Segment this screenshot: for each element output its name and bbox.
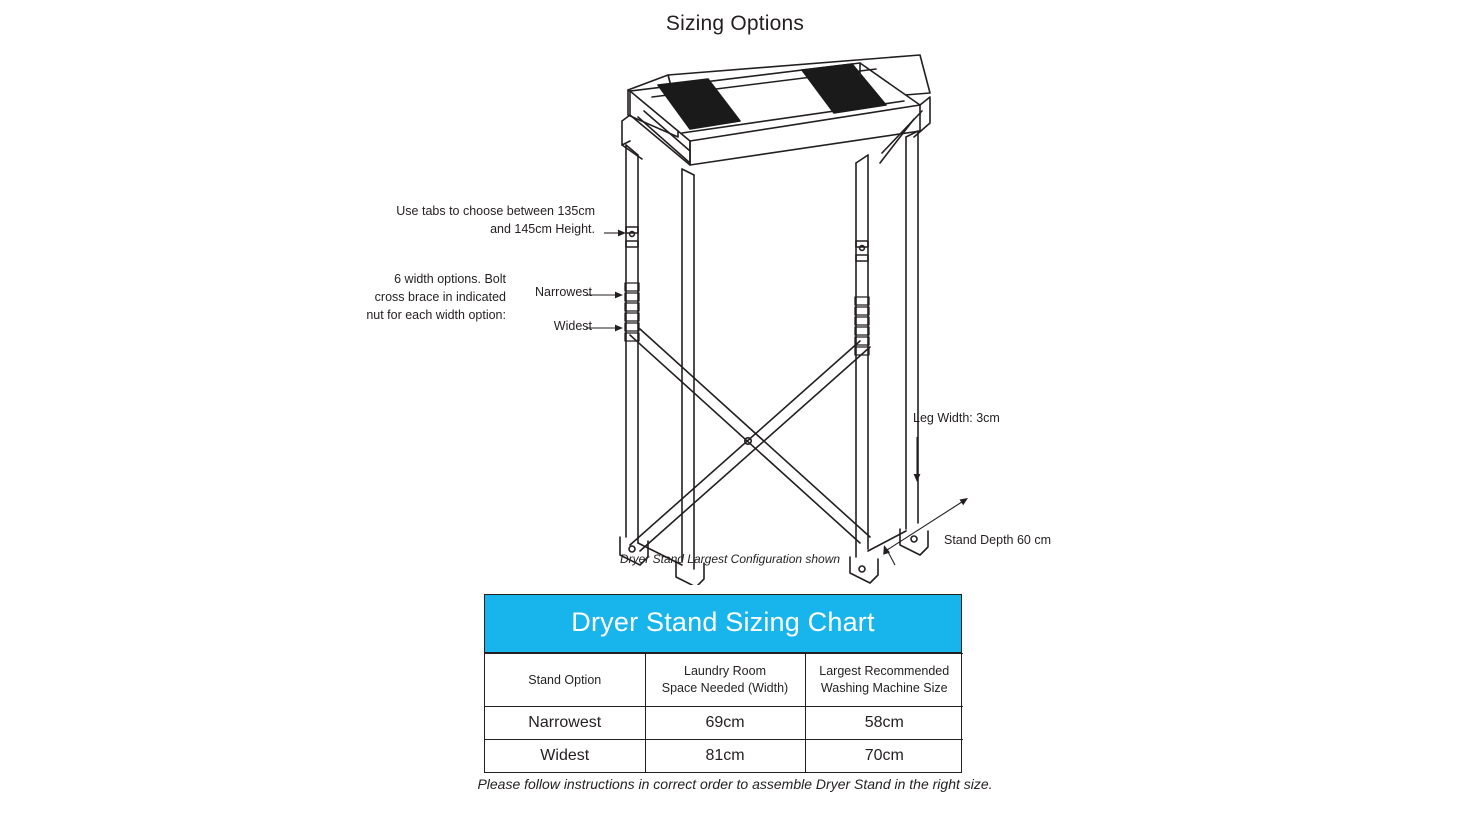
sizing-chart bbox=[484, 594, 962, 773]
header-line-2: Space Needed (Width) bbox=[661, 681, 789, 695]
footnote-text: Please follow instructions in correct order to assemble Dryer Stand in the right size. bbox=[477, 776, 993, 792]
annotation-leg-width: Leg Width: 3cm bbox=[913, 411, 1000, 425]
table-row bbox=[485, 707, 963, 740]
table-header-row bbox=[485, 654, 963, 707]
cell-space-needed: 69cm bbox=[645, 707, 805, 740]
column-header-stand-option bbox=[485, 654, 645, 707]
table-row bbox=[485, 740, 963, 773]
header-line-1: Laundry Room bbox=[684, 664, 766, 679]
header-line-2: Washing Machine Size bbox=[820, 681, 948, 695]
cell-machine-size: 70cm bbox=[805, 740, 963, 773]
page-title: Sizing Options bbox=[665, 12, 805, 35]
header-line-1: Stand Option bbox=[528, 672, 602, 687]
column-header-space-needed bbox=[645, 654, 805, 707]
sizing-chart-table bbox=[485, 653, 963, 772]
label-widest: Widest bbox=[553, 319, 592, 333]
cell-stand-option: Narrowest bbox=[485, 707, 645, 740]
annotation-width-options: 6 width options. Bolt cross brace in indicated nut for each width option: bbox=[366, 272, 506, 322]
figure-caption: Dryer Stand Largest Configuration shown bbox=[619, 552, 841, 566]
cell-machine-size: 58cm bbox=[805, 707, 963, 740]
sizing-chart-title: Dryer Stand Sizing Chart bbox=[485, 595, 961, 653]
column-header-machine-size bbox=[805, 654, 963, 707]
label-narrowest: Narrowest bbox=[535, 285, 592, 299]
annotation-stand-depth: Stand Depth 60 cm bbox=[944, 533, 1052, 547]
cell-stand-option: Widest bbox=[485, 740, 645, 773]
annotation-height-option: Use tabs to choose between 135cm and 145cm Height. bbox=[396, 204, 595, 236]
header-line-1: Largest Recommended bbox=[819, 664, 950, 679]
cell-space-needed: 81cm bbox=[645, 740, 805, 773]
